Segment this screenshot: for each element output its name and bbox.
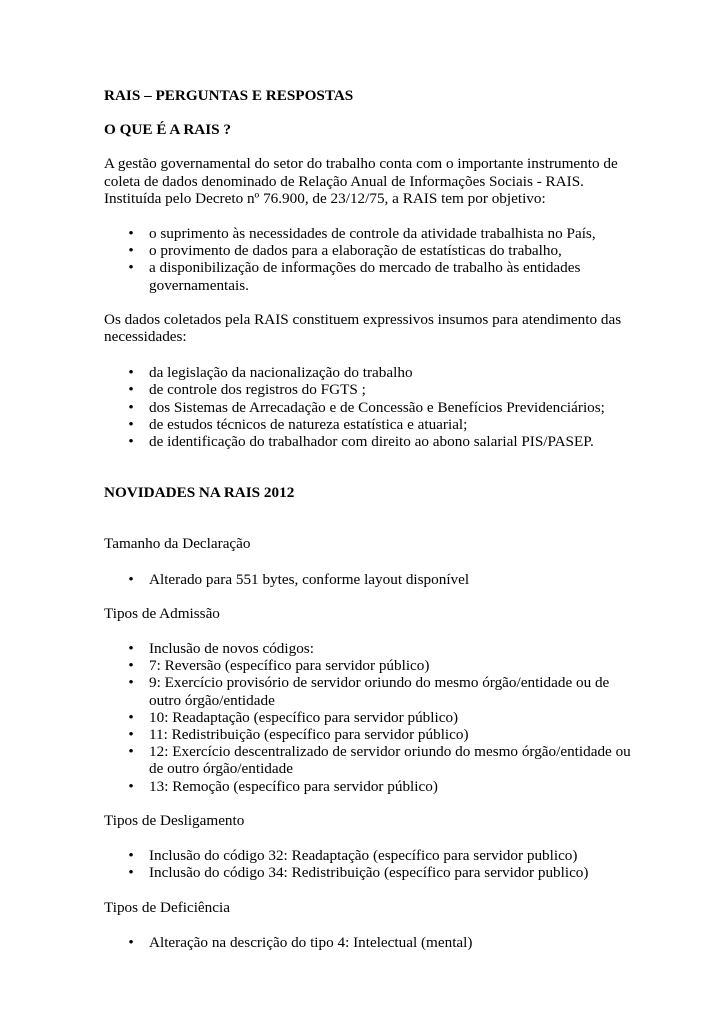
document-page <box>104 87 644 951</box>
objectives-list <box>104 225 644 294</box>
bullet-icon: • <box>128 242 134 260</box>
list-item: • Inclusão de novos códigos: <box>104 640 644 657</box>
desligamento-list <box>104 847 644 881</box>
list-item: • de controle dos registros do FGTS ; <box>104 381 644 398</box>
list-item: • 9: Exercício provisório de servidor oriundo do mesmo órgão/entidade ou de outro órgão/entidade <box>104 674 644 708</box>
subsection-title-desligamento: Tipos de Desligamento <box>104 811 245 829</box>
subsection-title-deficiencia: Tipos de Deficiência <box>104 898 230 916</box>
list-item: • dos Sistemas de Arrecadação e de Concessão e Benefícios Previdenciários; <box>104 399 644 416</box>
bullet-icon: • <box>128 398 134 416</box>
subsection-title-admissao: Tipos de Admissão <box>104 604 220 622</box>
bullet-icon: • <box>128 640 134 658</box>
list-item: • o suprimento às necessidades de controle da atividade trabalhista no País, <box>104 225 644 242</box>
list-item: • Alterado para 551 bytes, conforme layout disponível <box>104 571 644 588</box>
bullet-icon: • <box>128 381 134 399</box>
list-item: • Alteração na descrição do tipo 4: Intelectual (mental) <box>104 934 644 951</box>
subsection-title-declaracao: Tamanho da Declaração <box>104 535 251 553</box>
declaracao-list <box>104 571 644 588</box>
list-item: • 10: Readaptação (específico para servidor público) <box>104 709 644 726</box>
list-item: • a disponibilização de informações do mercado de trabalho às entidades governamentais. <box>104 259 644 293</box>
list-item: • 11: Redistribuição (específico para servidor público) <box>104 726 644 743</box>
list-item: • 13: Remoção (específico para servidor público) <box>104 778 644 795</box>
list-item: • da legislação da nacionalização do trabalho <box>104 364 644 381</box>
bullet-icon: • <box>128 708 134 726</box>
bullet-icon: • <box>128 743 134 761</box>
bullet-icon: • <box>128 415 134 433</box>
bullet-icon: • <box>128 726 134 744</box>
bullet-icon: • <box>128 657 134 675</box>
intro-paragraph: A gestão governamental do setor do trabalho conta com o importante instrumento de coleta de dados denominado de Relação Anual de Informações Sociais - RAIS. Instituída pelo Decreto nº 76.900, de 23/12/75, a RAIS tem por objetivo: <box>104 155 618 207</box>
needs-intro-paragraph: Os dados coletados pela RAIS constituem expressivos insumos para atendimento das necessidades: <box>104 310 622 346</box>
list-item: • o provimento de dados para a elaboração de estatísticas do trabalho, <box>104 242 644 259</box>
bullet-icon: • <box>128 570 134 588</box>
bullet-icon: • <box>128 433 134 451</box>
section-heading-what-is-rais: O QUE É A RAIS ? <box>104 121 232 139</box>
bullet-icon: • <box>128 364 134 382</box>
bullet-icon: • <box>128 674 134 692</box>
section-heading-novidades: NOVIDADES NA RAIS 2012 <box>104 484 295 502</box>
list-item: • 12: Exercício descentralizado de servidor oriundo do mesmo órgão/entidade ou de outro órgão/entidade <box>104 743 644 777</box>
list-item: • de estudos técnicos de natureza estatística e atuarial; <box>104 416 644 433</box>
document-title: RAIS – PERGUNTAS E RESPOSTAS <box>104 87 354 104</box>
needs-list <box>104 364 644 450</box>
list-item: • de identificação do trabalhador com direito ao abono salarial PIS/PASEP. <box>104 433 644 450</box>
bullet-icon: • <box>128 259 134 277</box>
bullet-icon: • <box>128 864 134 882</box>
bullet-icon: • <box>128 777 134 795</box>
bullet-icon: • <box>128 225 134 243</box>
deficiencia-list <box>104 934 644 951</box>
list-item: • Inclusão do código 32: Readaptação (específico para servidor publico) <box>104 847 644 864</box>
list-item: • Inclusão do código 34: Redistribuição (específico para servidor publico) <box>104 864 644 881</box>
admissao-list <box>104 640 644 795</box>
bullet-icon: • <box>128 847 134 865</box>
bullet-icon: • <box>128 933 134 951</box>
list-item: • 7: Reversão (específico para servidor público) <box>104 657 644 674</box>
